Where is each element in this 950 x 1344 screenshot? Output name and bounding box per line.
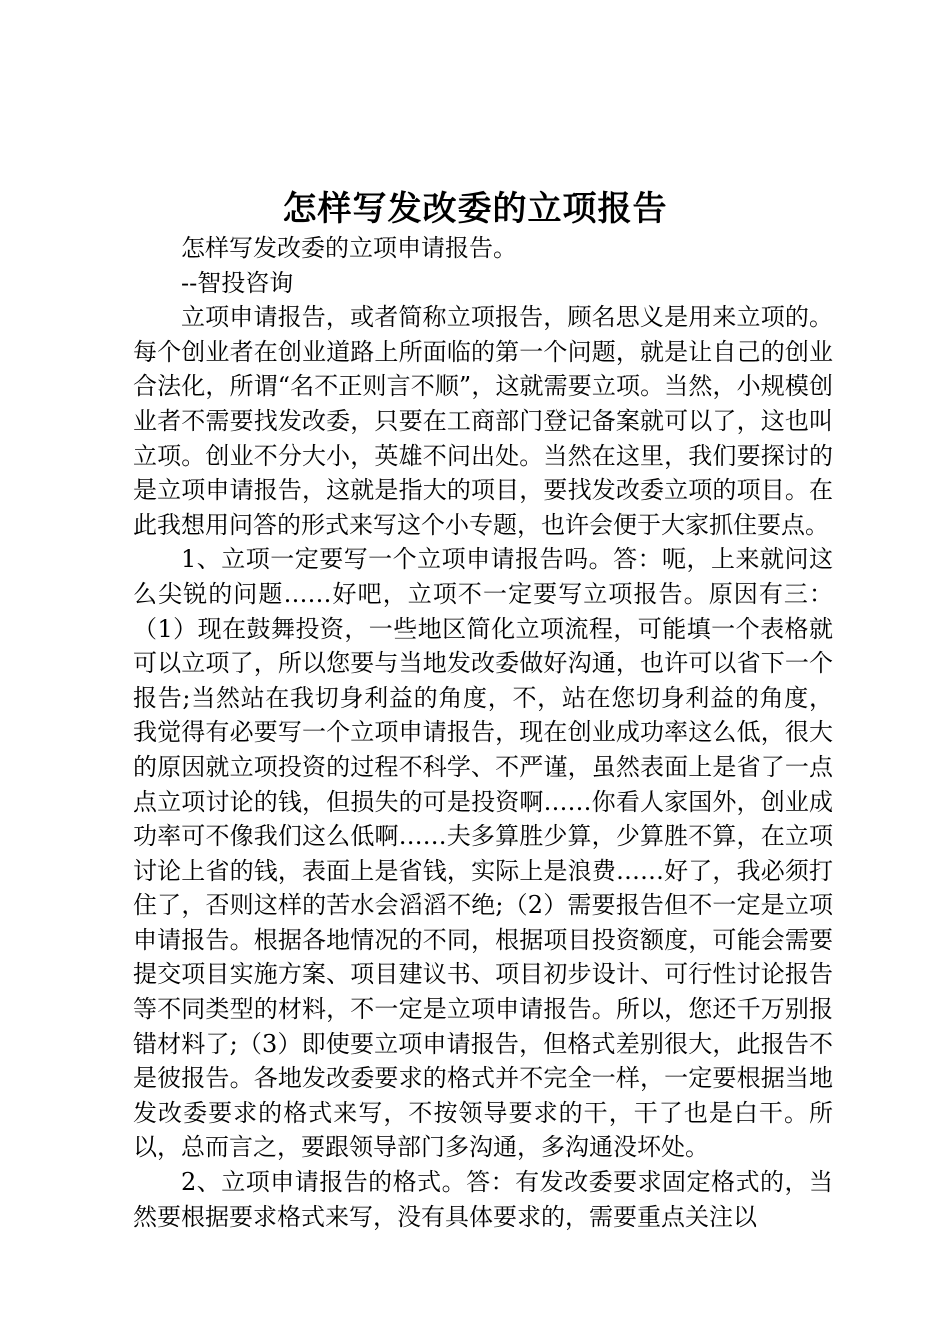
paragraph-intro: 立项申请报告，或者简称立项报告，顾名思义是用来立项的。每个创业者在创业道路上所面临的第一个问题，就是让自己的创业合法化，所谓“名不正则言不顺”，这就需要立项。当然，小规模创业者不需要找发改委，只要在工商部门登记备案就可以了，这也叫立项。创业不分大小，英雄不问出处。当然在这里，我们要探讨的是立项申请报告，这就是指大的项目，要找发改委立项的项目。在此我想用问答的形式来写这个小专题，也许会便于大家抓住要点。 [133, 303, 833, 539]
paragraph-question-1: 1、立项一定要写一个立项申请报告吗。答：呃，上来就问这么尖锐的问题……好吧，立项不一定要写立项报告。原因有三：（1）现在鼓舞投资，一些地区简化立项流程，可能填一个表格就可以立项了，所以您要与当地发改委做好沟通，也许可以省下一个报告;当然站在我切身利益的角度，不，站在您切身利益的角度，我觉得有必要写一个立项申请报告，现在创业成功率这么低，很大的原因就立项投资的过程不科学、不严谨，虽然表面上是省了一点点立项讨论的钱，但损失的可是投资啊……你看人家国外，创业成功率可不像我们这么低啊……夫多算胜少算，少算胜不算，在立项讨论上省的钱，表面上是省钱，实际上是浪费……好了，我必须打住了，否则这样的苦水会滔滔不绝;（2）需要报告但不一定是立项申请报告。根据各地情况的不同，根据项目投资额度，可能会需要提交项目实施方案、项目建议书、项目初步设计、可行性讨论报告等不同类型的材料，不一定是立项申请报告。所以，您还千万别报错材料了;（3）即使要立项申请报告，但格式差别很大，此报告不是彼报告。各地发改委要求的格式并不完全一样，一定要根据当地发改委要求的格式来写，不按领导要求的干，干了也是白干。所以，总而言之，要跟领导部门多沟通，多沟通没坏处。 [133, 545, 833, 1162]
document-body [133, 231, 833, 1234]
paragraph-source: --智投咨询 [181, 268, 294, 297]
paragraph-subtitle: 怎样写发改委的立项申请报告。 [181, 234, 517, 262]
paragraph-question-2: 2、立项申请报告的格式。答：有发改委要求固定格式的，当然要根据要求格式来写，没有具体要求的，需要重点关注以 [133, 1168, 833, 1231]
document-title: 怎样写发改委的立项报告 [282, 189, 668, 229]
